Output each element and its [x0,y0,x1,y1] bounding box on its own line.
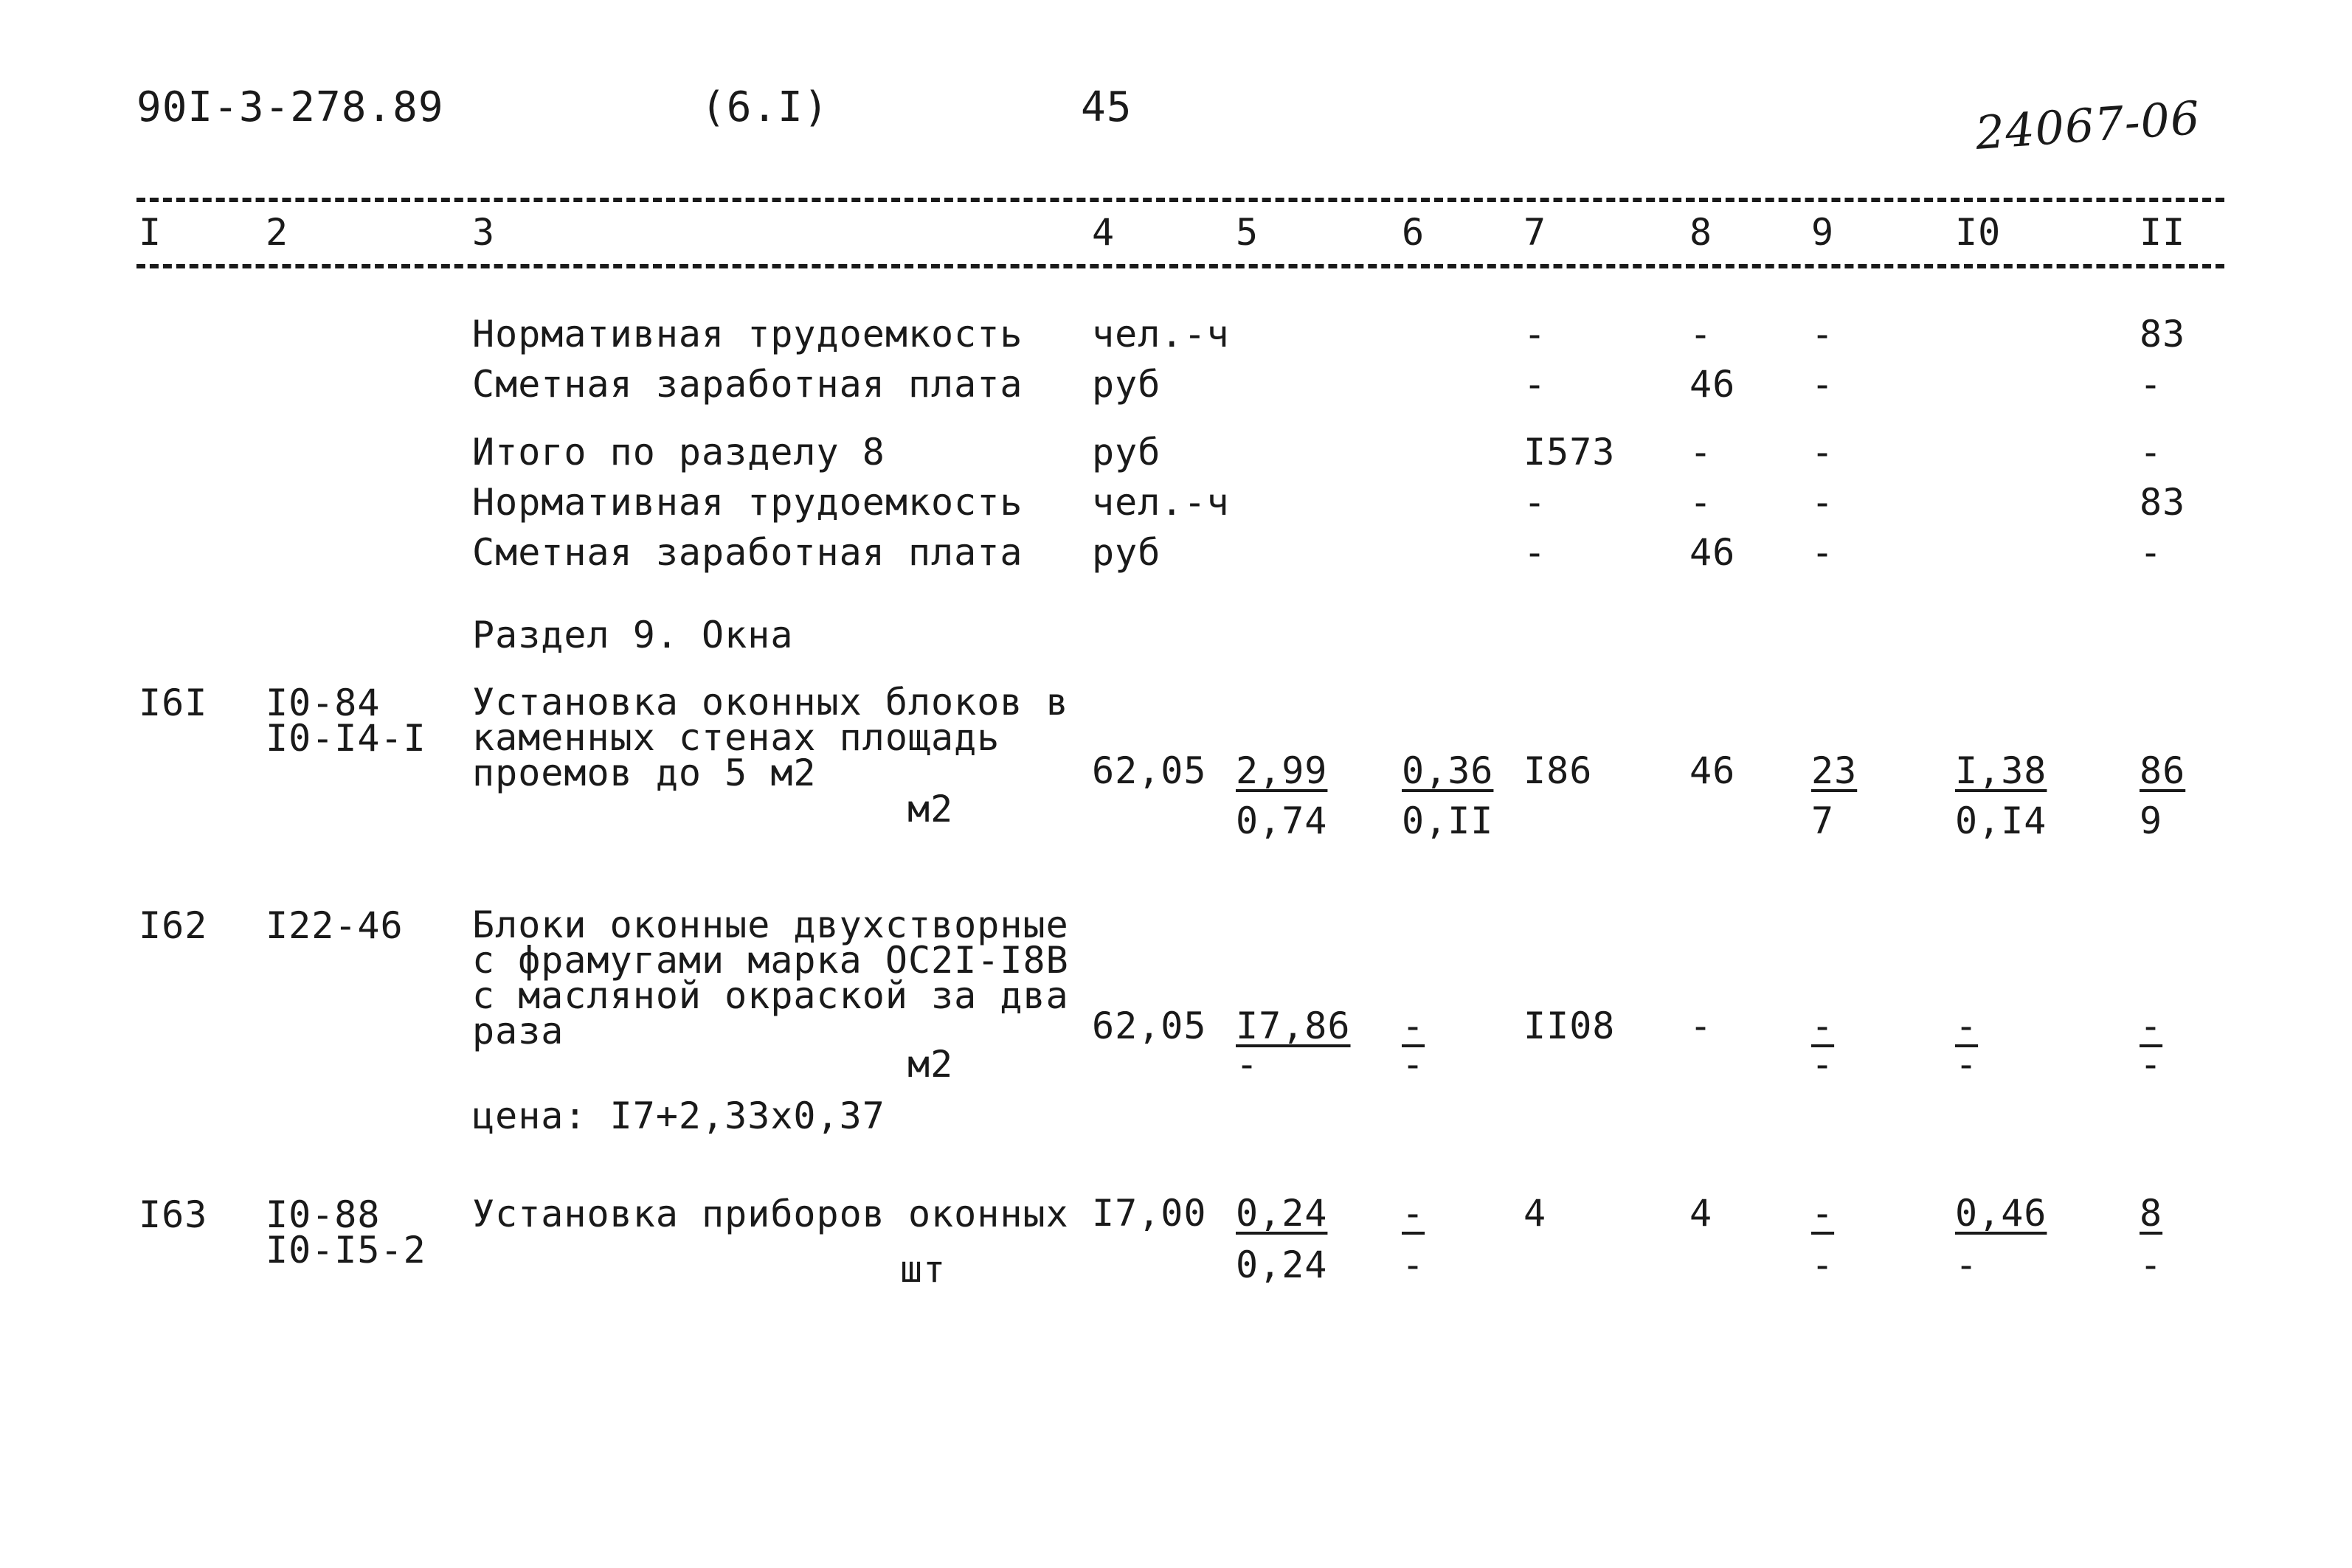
cell-col8: 4 [1689,1192,1713,1235]
section-title: Раздел 9. Окна [472,614,794,656]
row-label: Сметная заработная плата [472,363,1023,406]
row-label: Итого по разделу 8 [472,431,885,473]
work-description: с масляной окраской за два [472,974,1069,1017]
cell-col11-top: 86 [2140,749,2186,792]
cell-col4: I7,00 [1092,1192,1207,1235]
column-header: 8 [1689,211,1713,254]
cell-col7: - [1523,363,1547,406]
work-description: проемов до 5 м2 [472,752,817,794]
work-description: раза [472,1010,564,1052]
cell-col9-bottom: - [1811,1243,1835,1286]
page-number: 45 [1081,83,1132,131]
work-description: Установка приборов оконных [472,1193,1069,1235]
cell-col9: - [1811,431,1835,473]
cell-col9-bottom: 7 [1811,799,1835,842]
cell-col8: - [1689,313,1713,355]
cell-col6-top: - [1402,1005,1425,1047]
cell-col7: II08 [1523,1005,1616,1047]
cell-col11-top: 8 [2140,1192,2163,1235]
work-description: Блоки оконные двухстворные [472,903,1069,946]
cell-col10-top: - [1955,1005,1979,1047]
cell-col7: 4 [1523,1192,1547,1235]
cell-col9: - [1811,313,1835,355]
work-description: каменных стенах площадь [472,716,1000,759]
cell-col6-bottom: 0,II [1402,799,1494,842]
cell-col10-bottom: - [1955,1243,1979,1286]
column-header: 5 [1236,211,1259,254]
column-header: 9 [1811,211,1835,254]
cell-col11-bottom: - [2140,1043,2163,1086]
cell-col5-bottom: 0,24 [1236,1243,1328,1286]
cell-col5-top: 2,99 [1236,749,1328,792]
row-number: I6I [139,681,208,724]
cell-col11-top: - [2140,1005,2163,1047]
row-label: Нормативная трудоемкость [472,313,1023,355]
cell-col5-top: I7,86 [1236,1005,1351,1047]
row-label: Сметная заработная плата [472,531,1023,574]
column-header: 3 [472,211,496,254]
row-unit: чел.-ч [1092,481,1230,524]
row-unit: руб [1092,431,1161,473]
row-number: I63 [139,1193,208,1236]
cell-col9-bottom: - [1811,1043,1835,1086]
cell-col10-bottom: 0,I4 [1955,799,2047,842]
cell-col11-bottom: - [2140,1243,2163,1286]
cell-col8: 46 [1689,363,1736,406]
row-unit: чел.-ч [1092,313,1230,355]
column-header: I0 [1955,211,2002,254]
cell-col6-bottom: - [1402,1043,1425,1086]
row-number: I62 [139,904,208,947]
rate-code: I0-I4-I [266,717,426,760]
header-rule-top [136,198,2224,202]
cell-col9: - [1811,363,1835,406]
cell-col9: - [1811,481,1835,524]
cell-col11: - [2140,531,2163,574]
rate-code: I0-I5-2 [266,1229,426,1272]
cell-col5-top: 0,24 [1236,1192,1328,1235]
cell-col10-top: I,38 [1955,749,2047,792]
cell-col6-top: 0,36 [1402,749,1494,792]
cell-col9-top: - [1811,1005,1835,1047]
cell-col10-bottom: - [1955,1043,1979,1086]
cell-col7: - [1523,481,1547,524]
column-header: 6 [1402,211,1425,254]
cell-col4: 62,05 [1092,1005,1207,1047]
cell-col11: 83 [2140,313,2186,355]
cell-col10-top: 0,46 [1955,1192,2047,1235]
cell-col5-bottom: - [1236,1043,1259,1086]
cell-col8: 46 [1689,749,1736,792]
cell-col8: 46 [1689,531,1736,574]
handwritten-number: 24067-06 [1974,90,2202,160]
header-rule-bottom [136,264,2224,268]
rate-code: I0-84 [266,681,381,724]
cell-col11: - [2140,431,2163,473]
unit-label: м2 [907,1043,954,1086]
rate-code: I22-46 [266,904,404,947]
cell-col11: 83 [2140,481,2186,524]
section-reference: (6.I) [701,83,829,131]
cell-col11-bottom: 9 [2140,799,2163,842]
unit-label: шт [900,1248,947,1291]
cell-col7: I573 [1523,431,1616,473]
work-description: с фрамугами марка ОС2I-I8В [472,939,1069,982]
cell-col9-top: - [1811,1192,1835,1235]
cell-col8: - [1689,1005,1713,1047]
cell-col8: - [1689,481,1713,524]
column-header: II [2140,211,2186,254]
cell-col9-top: 23 [1811,749,1858,792]
cell-col6-bottom: - [1402,1243,1425,1286]
cell-col11: - [2140,363,2163,406]
cell-col7: - [1523,531,1547,574]
document-code: 90I-3-278.89 [136,83,444,131]
cell-col5-bottom: 0,74 [1236,799,1328,842]
cell-col8: - [1689,431,1713,473]
cell-col7: - [1523,313,1547,355]
column-header: 7 [1523,211,1547,254]
row-unit: руб [1092,531,1161,574]
cell-col7: I86 [1523,749,1593,792]
row-label: Нормативная трудоемкость [472,481,1023,524]
column-header: 4 [1092,211,1116,254]
unit-label: м2 [907,788,954,830]
price-note: цена: I7+2,33х0,37 [472,1095,885,1137]
column-header: 2 [266,211,289,254]
row-unit: руб [1092,363,1161,406]
work-description: Установка оконных блоков в [472,681,1069,724]
cell-col9: - [1811,531,1835,574]
rate-code: I0-88 [266,1193,381,1236]
cell-col4: 62,05 [1092,749,1207,792]
cell-col6-top: - [1402,1192,1425,1235]
column-header: I [139,211,162,254]
